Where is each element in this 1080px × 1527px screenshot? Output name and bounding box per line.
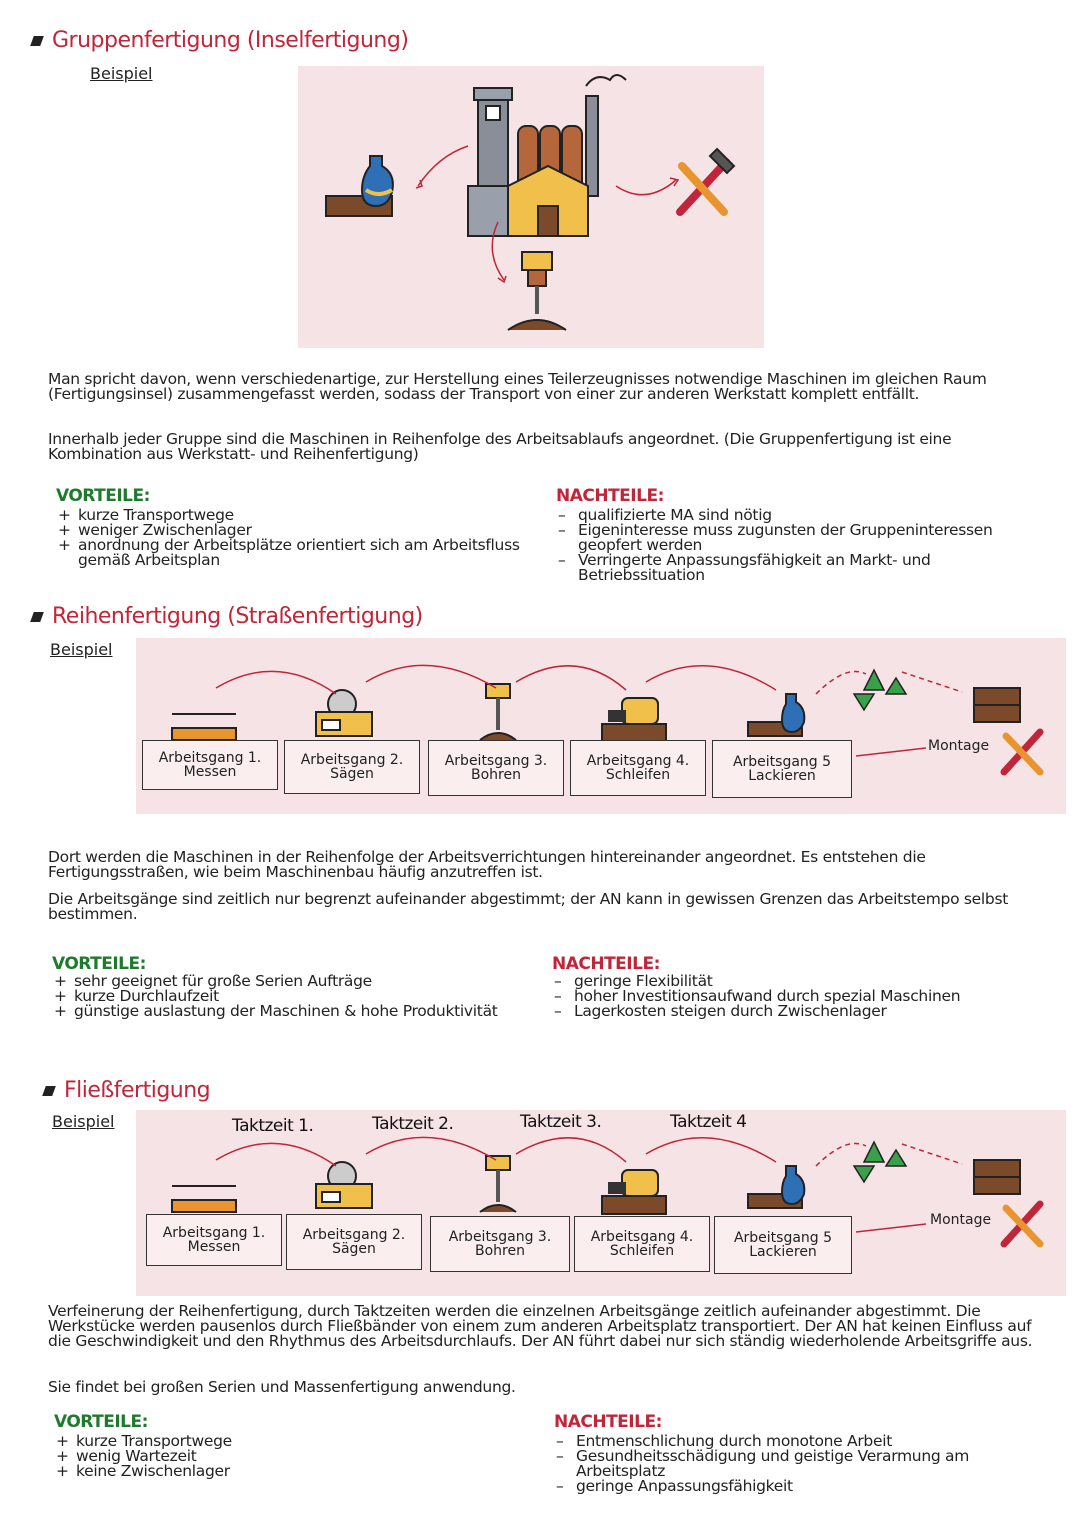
step-label: Arbeitsgang 1. [162,1225,266,1241]
reihen-description-1: Dort werden die Maschinen in der Reihenfolge der Arbeitsverrichtungen hintereinander angeordnet. Es entstehen die Fertigungsstraßen, wie beim Maschinenbau häufig anzutreffen ist. [48,848,926,881]
ruler-icon [172,714,236,740]
fliess-pros-list [54,1434,524,1479]
gruppen-description-2: Innerhalb jeder Gruppe sind die Maschinen in Reihenfolge des Arbeitsablaufs angeordnet. (Die Gruppenfertigung ist eine Kombination aus Werkstatt- und Reihenfertigung) [48,430,952,463]
list-item: + kurze Transportwege [56,508,526,523]
list-item: + günstige auslastung der Maschinen & hohe Produktivität [52,1004,522,1019]
section-title-gruppenfertigung: Gruppenfertigung (Inselfertigung) [32,28,408,53]
lacquer-bottle-icon [748,694,804,736]
reihen-cons-list [552,974,1052,1019]
reihen-step-1 [142,740,278,790]
fliess-description-2: Sie findet bei großen Serien und Massenfertigung anwendung. [48,1378,516,1396]
tools-icon [680,149,734,212]
reihen-step-4 [570,740,706,796]
gruppen-description-1: Man spricht davon, wenn verschiedenartige, zur Herstellung eines Teilerzeugnisses notwendige Maschinen im gleichen Raum (Fertigungsinsel) zusammengefasst werden, sodass der Transport von einer zur anderen Werkstatt komplett entfällt. [48,370,987,403]
drill-icon [508,252,566,330]
step-label: Arbeitsgang 2. [300,752,404,768]
saw-icon [316,1162,372,1208]
reihen-step-3 [428,740,564,796]
gruppen-cons-title: NACHTEILE: [556,486,664,506]
dresser-icon [974,688,1020,722]
list-item: – Entmenschlichung durch monotone Arbeit [554,1434,1054,1449]
step-label: Arbeitsgang 3. [448,1229,552,1245]
step-sublabel: Schleifen [605,767,671,783]
fliess-cons-list [554,1434,1054,1494]
ruler-icon [172,1186,236,1212]
tools-icon [1004,732,1040,772]
recycle-icon [854,1142,906,1182]
step-sublabel: Lackieren [749,1244,817,1260]
fliess-step-4 [574,1216,710,1272]
taktzeit-2: Taktzeit 2. [372,1114,454,1134]
fliess-step-5 [714,1216,852,1274]
list-item: – Verringerte Anpassungsfähigkeit an Markt- und Betriebssituation [556,553,1056,583]
montage-label: Montage [930,1212,992,1228]
gruppen-pros-list [56,508,526,568]
step-sublabel: Sägen [330,766,374,782]
step-label: Arbeitsgang 2. [302,1227,406,1243]
beispiel-label: Beispiel [52,1112,115,1131]
gruppen-example-panel [298,66,764,348]
beispiel-label: Beispiel [90,64,153,83]
list-item: – geringe Anpassungsfähigkeit [554,1479,1054,1494]
section-title-reihenfertigung: Reihenfertigung (Straßenfertigung) [32,604,423,629]
step-label: Arbeitsgang 4. [590,1229,694,1245]
taktzeit-3: Taktzeit 3. [520,1112,602,1132]
list-item: – geringe Flexibilität [552,974,1052,989]
list-item: + wenig Wartezeit [54,1449,524,1464]
step-label: Arbeitsgang 1. [158,750,262,766]
list-item: + sehr geeignet für große Serien Aufträge [52,974,522,989]
list-item: – Eigeninteresse muss zugunsten der Gruppeninteressen geopfert werden [556,523,1056,553]
list-item: + kurze Transportwege [54,1434,524,1449]
fliess-step-3 [430,1216,570,1272]
montage-label: Montage [928,738,990,754]
section-title-fliessfertigung: Fließfertigung [44,1078,210,1103]
fliess-step-2 [286,1214,422,1270]
beispiel-label: Beispiel [50,640,113,659]
reihen-description-2: Die Arbeitsgänge sind zeitlich nur begrenzt aufeinander abgestimmt; der AN kann in gewissen Grenzen das Arbeitstempo selbst bestimmen. [48,890,1008,923]
step-sublabel: Messen [187,1239,241,1255]
list-item: + kurze Durchlaufzeit [52,989,522,1004]
step-sublabel: Lackieren [748,768,816,784]
reihen-pros-title: VORTEILE: [52,954,146,974]
list-item: – hoher Investitionsaufwand durch spezial Maschinen [552,989,1052,1004]
taktzeit-4: Taktzeit 4 [670,1112,747,1132]
reihen-pros-list [52,974,522,1019]
step-sublabel: Messen [183,764,237,780]
tools-icon [1004,1204,1040,1244]
fliess-pros-title: VORTEILE: [54,1412,148,1432]
gruppen-cons-list [556,508,1056,583]
reihen-step-2 [284,740,420,794]
dresser-icon [974,1160,1020,1194]
drill-icon [480,1156,516,1212]
reihen-step-5 [712,740,852,798]
step-label: Arbeitsgang 5 [733,1230,833,1246]
reihen-cons-title: NACHTEILE: [552,954,660,974]
step-sublabel: Bohren [475,1243,525,1259]
recycle-icon [854,670,906,710]
lacquer-bottle-icon [326,156,393,216]
step-sublabel: Schleifen [609,1243,675,1259]
list-item: + keine Zwischenlager [54,1464,524,1479]
sander-icon [602,1170,666,1214]
list-item: – Lagerkosten steigen durch Zwischenlager [552,1004,1052,1019]
fliess-step-1 [146,1214,282,1266]
saw-icon [316,690,372,736]
sander-icon [602,698,666,742]
step-label: Arbeitsgang 4. [586,753,690,769]
gruppen-pros-title: VORTEILE: [56,486,150,506]
fliess-description-1: Verfeinerung der Reihenfertigung, durch Taktzeiten werden die einzelnen Arbeitsgänge zeitlich aufeinander abgestimmt. Die Werkstücke werden pausenlos durch Fließbänder von einem zum anderen Arbeitsplatz transportiert. Der AN hat keinen Einfluss auf die Geschwindigkeit und den Rhythmus des Arbeitsdurchlaufs. Der AN führt dabei nur sich ständig wiederholende Arbeitsgriffe aus. [48,1302,1033,1350]
list-item: – Gesundheitsschädigung und geistige Verarmung am Arbeitsplatz [554,1449,1054,1479]
step-sublabel: Sägen [332,1241,376,1257]
fliess-cons-title: NACHTEILE: [554,1412,662,1432]
list-item: + weniger Zwischenlager [56,523,526,538]
step-sublabel: Bohren [471,767,521,783]
drill-icon [480,684,516,740]
step-label: Arbeitsgang 5 [732,754,832,770]
factory-icon [468,75,626,236]
lacquer-bottle-icon [748,1166,804,1208]
list-item: + anordnung der Arbeitsplätze orientiert sich am Arbeitsfluss gemäß Arbeitsplan [56,538,526,568]
step-label: Arbeitsgang 3. [444,753,548,769]
taktzeit-1: Taktzeit 1. [232,1116,314,1136]
list-item: – qualifizierte MA sind nötig [556,508,1056,523]
